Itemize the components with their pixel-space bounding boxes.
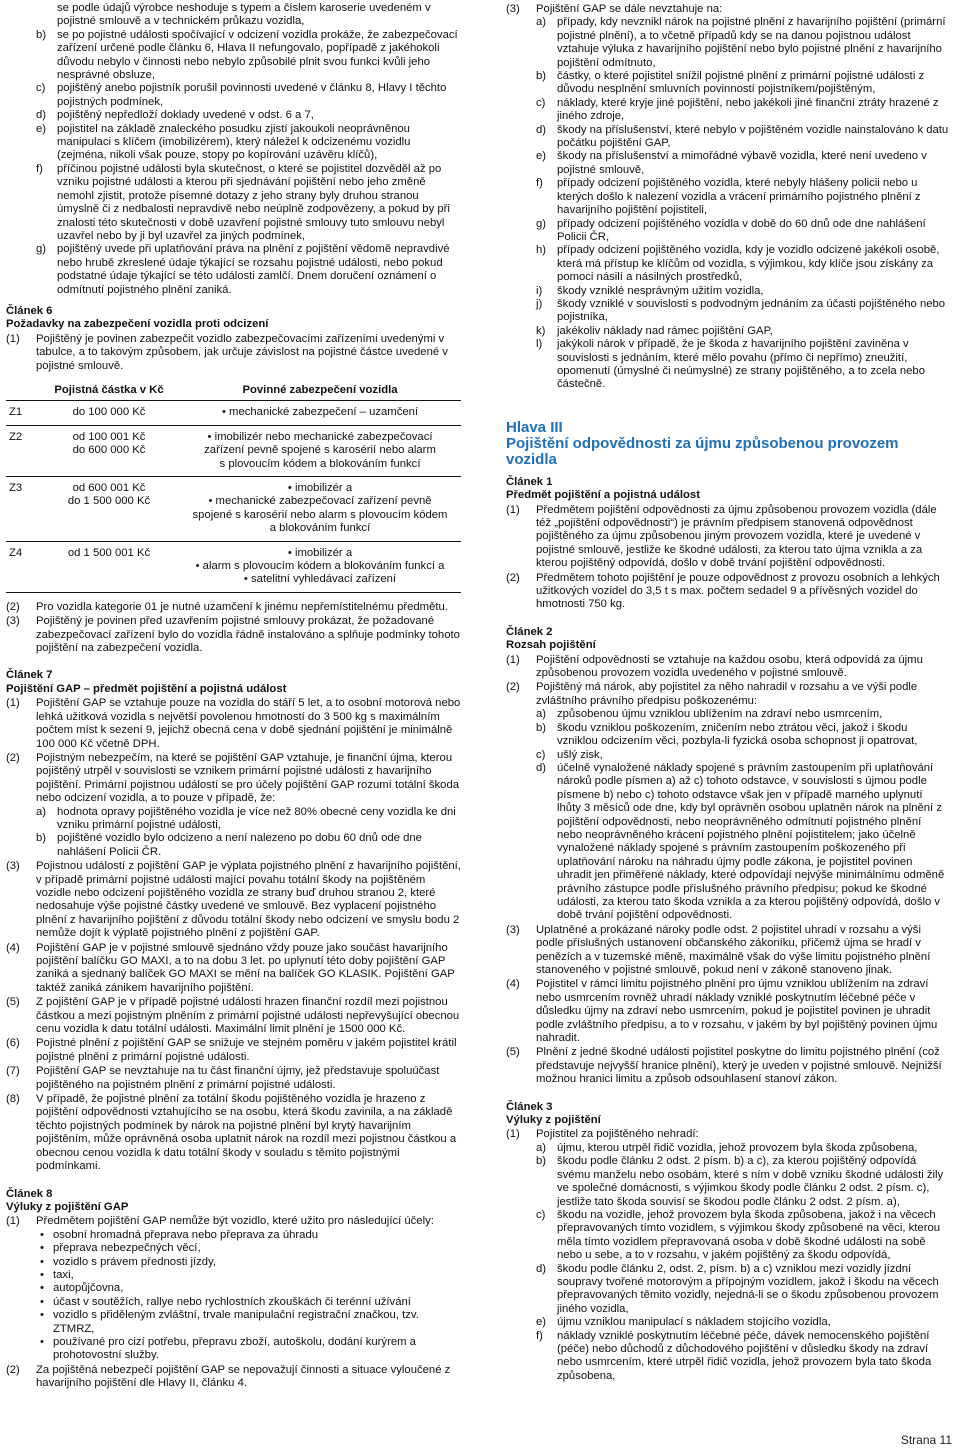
part-heading — [506, 420, 949, 468]
right-column — [506, 2, 949, 1383]
list-item: c) ušlý zisk, — [536, 748, 603, 761]
part-subtitle: Pojištění odpovědnosti za újmu způsobenou provozem vozidla — [506, 434, 899, 468]
list-item: • vozidlo s právem přednosti jízdy, — [40, 1255, 217, 1268]
list-item: f) příčinou pojistné události byla skutečnost, o které se pojistitel dozvěděl až po vzniku pojistné události a kterou při sjednávání pojištění nebo jeho změně nemohl zjistit, protože písemné dotazy z jeho strany byly druhou stranou úmyslně či z nedbalosti nepravdivě nebo neúplně zodpovězeny, a pokud by při znalosti této skutečnosti v době uzavření pojistné smlouvy tuto smlouvu nebyl uzavřel nebo by ji byl uzavřel za jiných podmínek, — [36, 162, 450, 242]
list-item: • taxi, — [40, 1268, 74, 1281]
security-class: Z3 — [6, 477, 39, 542]
list-item: • vozidlo s přiděleným zvláštní, trvale manipulační registrační značkou, tzv. ZTMRZ, — [40, 1309, 419, 1335]
list-item: c) škodu na vozidle, jehož provozem byla škoda způsobena, jakož i na věcech přepravovaných tímto vozidlem, s výjimkou škody způsobené na věci, kterou měla tímto vozidlem přepravovaná osoba v době škodné události na sobě nebo u sebe, a to v rozsahu, v jakém pojištěný za škodu odpovídá, — [536, 1208, 941, 1262]
paragraph: (6) Pojistné plnění z pojištění GAP se snižuje ve stejném poměru v jakém pojistitel krátil pojistné plnění z primární pojistné události. — [6, 1037, 457, 1063]
paragraph: (3) Pojištěný je povinen před uzavřením pojistné smlouvy prokázat, že požadované zabezpečovací zařízení bylo do vozidla řádně instalováno a splňuje podmínky tohoto pojištění na zabezpečení vozidla. — [6, 615, 460, 655]
list-item: c) pojištěný anebo pojistník porušil povinnosti uvedené v článku 8, Hlavy I těchto pojistných podmínek, — [36, 82, 447, 108]
table-header-row — [6, 381, 461, 401]
requirement-cell: • imobilizér a • mechanické zabezpečovací zařízení pevně spojené s karosérií nebo alarm s plovoucím kódem a blokováním funkcí — [179, 477, 461, 542]
article-2-title: Článek 2 — [506, 625, 553, 638]
list-item: g) pojištěný uvede při uplatňování práva na plnění z pojištění vědomě nepravdivé nebo hrubě zkreslené údaje týkající se rozsahu pojistné události, nebo pokud podstatné údaje týkající se této události zamlčí. Dnem doručení oznámení o odmítnutí pojistného plnění zaniká. — [36, 243, 450, 296]
paragraph: (1) Pojistitel za pojištěného nehradí: a) újmu, kterou utrpěl řidič vozidla, jehož provozem byla škoda způsobena, b) škodu podle článku 2 odst. 2 písm. b) a c), za kterou pojištěný odpovídá svému manželu nebo osobám, které s ním v době vzniku škodné události žily ve společné domácnosti, s výjimkou škody podle článku 2 odst. 2 písm. c), jestliže tato škoda souvisí se škodou podle článku 2 odst. 2 písm. a), c) škodu na vozidle, jehož provozem byla škoda způsobena, jakož i na věcech přepravovaných tímto vozidlem, s výjimkou škody způsobené na věci, kterou měla tímto vozidlem přepravovaná osoba v době škodné události na sobě nebo u sebe, a to v rozsahu, v jakém pojištěný za škodu odpovídá, d) škodu podle článku 2, odst. 2, písm. b) a c) vzniklou mezi vozidly jízdní soupravy tvořené motorovým a přípojným vozidlem, jakož i škodu na věcech přepravovaných těmito vozidly, nejedná-li se o škodu způsobenou provozem jiného vozidla, e) újmu vzniklou manipulací s nákladem stojícího vozidla, f) náklady vzniklé poskytnutím léčebné péče, dávek nemocenského pojištění (péče) nebo důchodů z důchodového pojištění v důsledku škody na zdraví nebo usmrcením, které utrpěl řidič vozidla, jehož provozem byla tato škoda způsobena, — [506, 1128, 949, 1383]
list-item: d) škody na příslušenství, které nebylo v pojištěném vozidle nainstalováno k datu počátku pojištění GAP, — [536, 123, 949, 150]
paragraph: (1) Pojištění odpovědnosti se vztahuje na každou osobu, která odpovídá za újmu způsobenou provozem vozidla uvedeného v pojistné smlouvě. — [506, 653, 923, 680]
list-item: c) náklady, které kryje jiné pojištění, nebo jakékoli jiné finanční ztráty hrazené z jiného zdroje, — [536, 96, 939, 123]
paragraph: (3) Pojistnou událostí z pojištění GAP je výplata pojistného plnění z havarijního pojištění, v případě primární pojistné události mající povahu totální škody na pojištěném vozidle nebo odcizení pojištěného vozidla ze strany buď druhou stranou 2, které nedosahuje výše pojistné částky uvedené ve smlouvě. Bez vyplacení pojistného plnění z havarijního pojištění z důvodu totální škody nebo odcizení ve smyslu bodu 2 nemůže dojít k výplatě pojistného plnění z pojištění GAP. — [6, 860, 461, 940]
paragraph: (3) Pojištění GAP se dále nevztahuje na: a) případy, kdy nevznikl nárok na pojistné plnění z havarijního pojištění (primární pojistné plnění), a to včetně případů kdy se na danou pojistnou událost vztahuje výluka z havarijního pojištění nebo bylo pojistné plnění z havarijního pojištění odmítnuto, b) částky, o které pojistitel snížil pojistné plnění z primární pojistné události z důvodu nesplnění smluvních povinností pojistníkem/pojištěným, c) náklady, které kryje jiné pojištění, nebo jakékoli jiné finanční ztráty hrazené z jiného zdroje, d) škody na příslušenství, které nebylo v pojištěném vozidle nainstalováno k datu počátku pojištění GAP, e) škody na příslušenství a mimořádné výbavě vozidla, které není uvedeno v pojistné smlouvě, f) případy odcizení pojištěného vozidla, které nebyly hlášeny policii nebo u kterých došlo k nalezení vozidla a vrácení primárního pojistného plnění z havarijního pojištění pojistiteli, g) případy odcizení pojištěného vozidla v době do 60 dnů ode dne nahlášení Policii ČR, h) případy odcizení pojištěného vozidla, kdy je vozidlo odcizené jakékoli osobě, která má přístup ke klíčům od vozidla, s výjimkou, kdy klíče jsou získány za pomoci násilí a násilných prostředků, i) škody vzniklé nesprávným užitím vozidla, j) škody vzniklé v souvislosti s podvodným jednáním za účasti pojištěného nebo pojistníka, k) jakékoliv náklady nad rámec pojištění GAP, l) jakýkoli nárok v případě, že je škoda z havarijního pojištění zaviněna v souvislosti s jednáním, které mělo povahu (přímo či nepřímo) zneužití, opomenutí (úmyslné či neúmyslné) ze strany pojištěného, a to zcela nebo částečně. — [506, 3, 949, 391]
article-8-title: Článek 8 — [6, 1187, 53, 1200]
list-item: e) pojistitel na základě znaleckého posudku zjistí jakoukoli neoprávněnou manipulaci s klíčem (imobilizérem), který náležel k odcizenému vozidlu (zejména, nikoli však pouze, stopy po kopírování uzávěru klíčů), — [36, 122, 411, 162]
article-1-subtitle: Předmět pojištění a pojistná událost — [506, 489, 700, 502]
security-requirements-table — [6, 381, 461, 593]
article-7-subtitle: Pojištění GAP – předmět pojištění a pojistná událost — [6, 682, 287, 695]
article-7-title: Článek 7 — [6, 669, 53, 682]
paragraph: (1) Pojištěný je povinen zabezpečit vozidlo zabezpečovacími zařízeními uvedenými v tabulce, a to takovým způsobem, jak určuje závislost na pojistné částce uvedené v pojistné smlouvě. — [6, 332, 448, 372]
list-item: f) případy odcizení pojištěného vozidla, které nebyly hlášeny policii nebo u kterých došlo k nalezení vozidla a vrácení primárního pojistného plnění z havarijního pojištění pojistiteli, — [536, 177, 921, 217]
intro-continuation — [6, 2, 461, 297]
list-item: j) škody vzniklé v souvislosti s podvodným jednáním za účasti pojištěného nebo pojistníka, — [536, 297, 946, 324]
paragraph: (2) Pojištěný má nárok, aby pojistitel za něho nahradil v rozsahu a ve výši podle zvláštního právního předpisu poškozenému: a) způsobenou újmu vzniklou ublížením na zdraví nebo usmrcením, b) škodu vzniklou poškozením, zničením nebo ztrátou věci, jakož i škodu vzniklou odcizením věci, pozbyla-li fyzická osoba schopnost ji opatrovat, c) ušlý zisk, d) účelně vynaložené náklady spojené s právním zastoupením při uplatňování nároků podle písmen a) až c) tohoto odstavce, v souvislosti s újmou podle písmene b) nebo c) tohoto odstavce však jen v případě marného uplynutí lhůty 3 měsíců ode dne, kdy byl oprávněn osobou uplatněn nárok na plnění z pojištění odpovědnosti, nebo neoprávněného odmítnutí pojistného plnění nebo neoprávněného krácení pojistného plnění pojistitelem; jako účelně vynaložené náklady spojené s právním zastoupením poškozeného při uplatňování nároku na náhradu újmy podle zákona, je pojistitel povinen uhradit jen přiměřené náklady, které odpovídají nejvýše minimálnímu odměně právního zástupce podle příslušného právního předpisu; pokud ke škodné události, za kterou tato škoda vznikla a za kterou pojištěný odpovídá, došlo v době trvání pojištění odpovědnosti. — [506, 681, 949, 922]
bullet-icon: • — [40, 1268, 44, 1281]
list-item: b) škodu podle článku 2 odst. 2 písm. b) a c), za kterou pojištěný odpovídá svému manželu nebo osobám, které s ním v době vzniku škodné události žily ve společné domácnosti, s výjimkou škody podle článku 2 odst. 2 písm. c), jestliže tato škoda souvisí se škodou podle článku 2 odst. 2 písm. a), — [536, 1155, 944, 1208]
amount-cell: od 100 001 Kč do 600 000 Kč — [39, 425, 179, 476]
list-item: l) jakýkoli nárok v případě, že je škoda z havarijního pojištění zaviněna v souvislosti s jednáním, které mělo povahu (přímo či nepřímo) zneužití, opomenutí (úmyslné či neúmyslné) ze strany pojištěného, a to zcela nebo částečně. — [536, 338, 925, 391]
bullet-icon: • — [40, 1295, 44, 1308]
paragraph: (2) Pojistným nebezpečím, na které se pojištění GAP vztahuje, je finanční újma, kterou pojištěný utrpěl v souvislosti se vznikem primární pojistné události z havarijního pojištění. Primární pojistnou událostí se pro účely pojištění GAP rozumí totální škoda nebo odcizení vozidla, a to pouze v případě, že: a) hodnota opravy pojištěného vozidla je více než 80% obecné ceny vozidla ke dni vzniku primární pojistné události, b) pojištěné vozidlo bylo odcizeno a není nalezeno po dobu 60 dnů ode dne nahlášení Policii ČR. — [6, 751, 460, 858]
list-item: a) újmu, kterou utrpěl řidič vozidla, jehož provozem byla škoda způsobena, — [536, 1141, 918, 1154]
page-number: Strana 11 — [900, 1432, 952, 1447]
list-item: a) hodnota opravy pojištěného vozidla je více než 80% obecné ceny vozidla ke dni vzniku primární pojistné události, — [36, 805, 456, 831]
list-item: h) případy odcizení pojištěného vozidla, kdy je vozidlo odcizené jakékoli osobě, která má přístup ke klíčům od vozidla, s výjimkou, kdy klíče jsou získány za pomoci násilí a násilných prostředků, — [536, 244, 940, 284]
paragraph: (5) Z pojištění GAP je v případě pojistné události hrazen finanční rozdíl mezi pojistnou částkou a mezi pojistným plněním z primární pojistné události nepřevyšující obecnou cenu vozidla k datu totální události. Maximální limit plnění je 1500 000 Kč. — [6, 996, 460, 1036]
amount-cell: od 600 001 Kč do 1 500 000 Kč — [39, 477, 179, 542]
table-row — [6, 425, 461, 476]
column-header-requirement: Povinné zabezpečení vozidla — [179, 381, 461, 401]
list-item: b) pojištěné vozidlo bylo odcizeno a není nalezeno po dobu 60 dnů ode dne nahlášení Policii ČR. — [36, 832, 422, 858]
list-item: a) případy, kdy nevznikl nárok na pojistné plnění z havarijního pojištění (primární pojistné plnění), a to včetně případů kdy se na danou pojistnou událost vztahuje výluka z havarijního pojištění nebo bylo pojistné plnění z havarijního pojištění odmítnuto, — [536, 16, 946, 69]
paragraph: (8) V případě, že pojistné plnění za totální škodu pojištěného vozidla je hrazeno z pojištění odpovědnosti vztahujícího se na osobu, která škodu zavinila, a na základě těchto pojistných podmínek by nárok na pojistné plnění byl krytý havarijním pojištěním, může oprávněná osoba uplatnit nárok na rozdíl mezi pojistnou částkou a obecnou cenou vozidla k datu totální škody v souladu s těmito pojistnými podmínkami. — [6, 1093, 457, 1173]
list-item: se podle údajů výrobce neshoduje s typem a číslem karoserie uvedeném v pojistné smlouvě a v technickém průkazu vozidla, — [57, 2, 431, 28]
paragraph: (5) Plnění z jedné škodné události pojistitel poskytne do limitu pojistného plnění (což představuje nejvyšší hranice plnění), který je uveden v pojistné smlouvě. Nejnižší možnou hranici limitu a způsob odsouhlasení stanoví zákon. — [506, 1046, 942, 1086]
paragraph: (2) Předmětem tohoto pojištění je pouze odpovědnost z provozu osobních a lehkých užitkových vozidel do 3,5 t s max. počtem sedadel 9 a přívěsných vozidel do hmotnosti 750 kg. — [506, 571, 940, 611]
list-item: g) případy odcizení pojištěného vozidla v době do 60 dnů ode dne nahlášení Policii ČR, — [536, 217, 926, 243]
paragraph: (1) Pojištění GAP se vztahuje pouze na vozidla do stáří 5 let, a to osobní motorová nebo lehká užitková vozidla s největší povolenou hmotností do 3 500 kg s maximálním počtem míst k sezení 9, jejichž obecná cena v době sjednání pojištění je minimálně 100 000 Kč včetně DPH. — [6, 697, 461, 750]
list-item: b) se po pojistné události spočívající v odcizení vozidla prokáže, že zabezpečovací zařízení určené podle článku 6, Hlava II nefungovalo, popřípadě z jakéhokoli důvodu nebylo v činnosti nebo nebylo způsobilé plnit svou funkci kvůli jeho nesprávné obsluze, — [36, 28, 458, 82]
table-row — [6, 401, 461, 425]
list-item: a) způsobenou újmu vzniklou ublížením na zdraví nebo usmrcením, — [536, 708, 883, 721]
bullet-icon: • — [40, 1228, 44, 1241]
requirement-cell: • mechanické zabezpečení – uzamčení — [179, 401, 461, 425]
bullet-icon: • — [40, 1282, 44, 1295]
paragraph: (2) Pro vozidla kategorie 01 je nutné uzamčení k jinému nepřemístitelnému předmětu. — [6, 600, 448, 613]
bullet-icon: • — [40, 1242, 44, 1255]
list-item: • používané pro cizí potřebu, přepravu zboží, autoškolu, dodání kurýrem a prohotovostní služby. — [40, 1335, 416, 1362]
list-item: d) škodu podle článku 2, odst. 2, písm. b) a c) vzniklou mezi vozidly jízdní soupravy tvořené motorovým a přípojným vozidlem, jakož i škodu na věcech přepravovaných těmito vozidly, nejedná-li se o škodu způsobenou provozem jiného vozidla, — [536, 1262, 939, 1315]
article-2-subtitle: Rozsah pojištění — [506, 639, 596, 652]
paragraph: (4) Pojistitel v rámci limitu pojistného plnění pro újmu vzniklou ublížením na zdraví nebo usmrcením rovněž uhradí náklady vzniklé poskytnutím léčebné péče v důsledku újmy na zdraví nebo usmrcením, pokud je pojistitel povinen je uhradit podle zvláštního předpisu, a to v rozsahu, v jakém by byl pojištěný povinen újmu nahradit. — [506, 978, 938, 1045]
bullet-icon: • — [40, 1309, 44, 1322]
paragraph: (2) Za pojištěná nebezpečí pojištění GAP se nepovažují činnosti a situace vyloučené z havarijního pojištění dle Hlavy II, článku 4. — [6, 1363, 451, 1390]
paragraph: (3) Uplatněné a prokázané nároky podle odst. 2 pojistitel uhradí v rozsahu a výši podle příslušných ustanovení občanského zákoníku, přičemž újma se hradí v penězích a v tuzemské měně, maximálně však do výše limitu pojistného plnění stanoveného v pojistné smlouvě, pokud není v zákoně stanoveno jinak. — [506, 923, 931, 976]
requirement-cell: • imobilizér nebo mechanické zabezpečovací zařízení pevně spojené s karosérií nebo alarm s plovoucím kódem a blokováním funkcí — [179, 425, 461, 476]
article-6-subtitle: Požadavky na zabezpečení vozidla proti odcizení — [6, 318, 269, 331]
list-item: d) pojištěný nepředloží doklady uvedené v odst. 6 a 7, — [36, 109, 314, 122]
requirement-cell: • imobilizér a • alarm s plovoucím kódem a blokováním funkcí a • satelitní vyhledávací zařízení — [179, 541, 461, 592]
list-item: e) újmu vzniklou manipulací s nákladem stojícího vozidla, — [536, 1316, 831, 1329]
security-class: Z2 — [6, 425, 39, 476]
part-title: Hlava III — [506, 418, 563, 436]
list-item: • přeprava nebezpečných věcí, — [40, 1242, 201, 1255]
article-3-title: Článek 3 — [506, 1100, 553, 1113]
list-item: i) škody vzniklé nesprávným užitím vozidla, — [536, 284, 764, 297]
paragraph: (7) Pojištění GAP se nevztahuje na tu část finanční újmy, jež představuje spoluúčast pojištěného na pojistném plnění z primární pojistné události. — [6, 1065, 440, 1091]
paragraph: (4) Pojištění GAP je v pojistné smlouvě sjednáno vždy pouze jako součást havarijního pojištění balíčku GO MAXI, a to na dobu 3 let. po uplynutí této doby pojištění GAP zaniká a sjednaný balíček GO MAXI se mění na balíček GO KLASIK. Pojištění GAP taktéž zaniká zánikem havarijního pojištění. — [6, 941, 455, 994]
list-item: • autopůjčovna, — [40, 1282, 124, 1295]
list-item: f) náklady vzniklé poskytnutím léčebné péče, dávek nemocenského pojištění (péče) nebo důchodů z důchodového pojištění v důsledku škody na zdraví nebo usmrcením, které utrpěl řidič vozidla, jehož provozem byla tato škoda způsobena, — [536, 1329, 932, 1382]
list-item: e) škody na příslušenství a mimořádné výbavě vozidla, které není uvedeno v pojistné smlouvě, — [536, 150, 927, 176]
list-item: • účast v soutěžích, rallye nebo rychlostních zkouškách či terénní užívání — [40, 1295, 411, 1308]
article-6-title: Článek 6 — [6, 304, 53, 317]
list-item: • osobní hromadná přeprava nebo přeprava za úhradu — [40, 1228, 319, 1241]
article-1-title: Článek 1 — [506, 475, 553, 488]
list-item: d) účelně vynaložené náklady spojené s právním zastoupením při uplatňování nároků podle písmen a) až c) tohoto odstavce, v souvislosti s újmou podle písmene b) nebo c) tohoto odstavce však jen v případě marného uplynutí lhůty 3 měsíců ode dne, kdy byl oprávněn osobou uplatněn nárok na plnění z pojištění odpovědnosti, nebo neoprávněného odmítnutí pojistného plnění nebo neoprávněného krácení pojistného plnění pojistitelem; jako účelně vynaložené náklady spojené s právním zastoupením poškozeného při uplatňování nároku na náhradu újmy podle zákona, je pojistitel povinen uhradit jen přiměřené náklady, které odpovídají nejvýše minimálnímu odměně právního zástupce podle příslušného právního předpisu; pokud ke škodné události, za kterou tato škoda vznikla a za kterou pojištěný odpovídá, došlo v době trvání pojištění odpovědnosti. — [536, 761, 945, 922]
table-row — [6, 541, 461, 592]
table-row — [6, 477, 461, 542]
list-item: b) škodu vzniklou poškozením, zničením nebo ztrátou věci, jakož i škodu vzniklou odcizením věci, pozbyla-li fyzická osoba schopnost ji opatrovat, — [536, 721, 918, 748]
bullet-icon: • — [40, 1255, 44, 1268]
list-item: b) částky, o které pojistitel snížil pojistné plnění z primární pojistné události z důvodu nesplnění smluvních povinností pojistníkem/pojištěným, — [536, 70, 925, 96]
amount-cell: od 1 500 001 Kč — [39, 541, 179, 592]
column-header-amount: Pojistná částka v Kč — [39, 381, 179, 401]
paragraph: (1) Předmětem pojištění GAP nemůže být vozidlo, které užito pro následující účely: — [6, 1215, 434, 1228]
exclusions-bullet-list — [6, 1229, 461, 1363]
amount-cell: do 100 000 Kč — [39, 401, 179, 425]
left-column — [6, 2, 461, 1391]
bullet-icon: • — [40, 1335, 44, 1348]
security-class: Z1 — [6, 401, 39, 425]
security-class: Z4 — [6, 541, 39, 592]
list-item: k) jakékoliv náklady nad rámec pojištění GAP, — [536, 324, 773, 337]
article-3-subtitle: Výluky z pojištění — [506, 1114, 601, 1127]
paragraph: (1) Předmětem pojištění odpovědnosti za újmu způsobenou provozem vozidla (dále též „pojištění odpovědnosti“) je právním předpisem stanovená odpovědnost pojištěného za újmu způsobenou jiným provozem vozidla, které je uvedené v pojistné smlouvě, jestliže ke škodné události, za kterou tato újma vznikla a za kterou pojištěný odpovídá, došlo v době trvání pojištění odpovědnosti. — [506, 503, 937, 570]
article-8-subtitle: Výluky z pojištění GAP — [6, 1200, 129, 1213]
